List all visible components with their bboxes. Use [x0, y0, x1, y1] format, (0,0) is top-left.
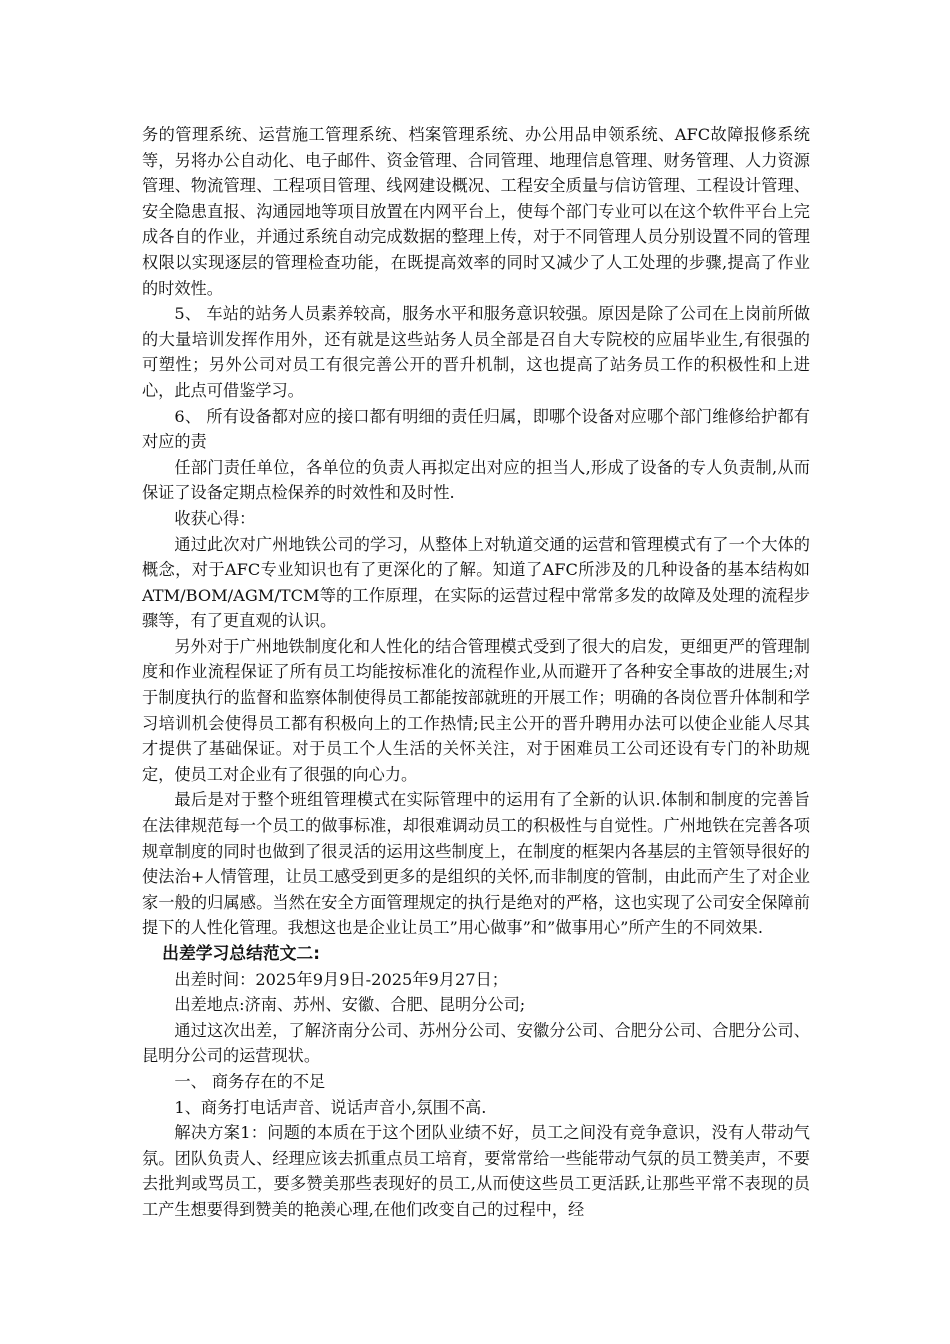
paragraph-trip-summary: 通过这次出差，了解济南分公司、苏州分公司、安徽分公司、合肥分公司、合肥分公司、昆明分公司的运营现状。 [142, 1020, 810, 1066]
trip-time: 出差时间：2025年9月9日-2025年9月27日； [174, 969, 508, 989]
document-body [142, 122, 810, 1223]
section-heading-shortcomings: 一、 商务存在的不足 [174, 1071, 326, 1091]
section-heading-sample-two: 出差学习总结范文二: [162, 943, 320, 963]
trip-location: 出差地点:济南、苏州、安徽、合肥、昆明分公司; [174, 995, 526, 1015]
section-label-harvest: 收获心得： [174, 508, 256, 528]
paragraph-system-list: 务的管理系统、运营施工管理系统、档案管理系统、办公用品申领系统、AFC故障报修系统等，另将办公自动化、电子邮件、资金管理、合同管理、地理信息管理、财务管理、人力资源管理、物流管理、工程项目管理、线网建设概况、工程安全质量与信访管理、工程设计管理、安全隐患直报、沟通园地等项目放置在内网平台上，使每个部门专业可以在这个软件平台上完成各自的作业，并通过系统自动完成数据的整理上传，对于不同管理人员分别设置不同的管理权限以实现逐层的管理检查功能，在既提高效率的同时又减少了人工处理的步骤,提高了作业的时效性。 [142, 125, 810, 298]
list-item-issue-1: 1、商务打电话声音、说话声音小,氛围不高. [174, 1097, 487, 1117]
paragraph-harvest-1: 通过此次对广州地铁公司的学习，从整体上对轨道交通的运营和管理模式有了一个大体的概念，对于AFC专业知识也有了更深化的了解。知道了AFC所涉及的几种设备的基本结构如ATM/BOM/AGM/TCM等的工作原理，在实际的运营过程中常常多发的故障及处理的流程步骤等，有了更直观的认识。 [142, 534, 810, 631]
paragraph-item-6: 6、 所有设备都对应的接口都有明细的责任归属，即哪个设备对应哪个部门维修给护都有对应的责 [142, 406, 810, 452]
paragraph-item-5: 5、 车站的站务人员素养较高，服务水平和服务意识较强。原因是除了公司在上岗前所做的大量培训发挥作用外，还有就是这些站务人员全部是召自大专院校的应届毕业生,有很强的可塑性；另外公司对员工有很完善公开的晋升机制，这也提高了站务员工作的积极性和上进心，此点可借鉴学习。 [142, 304, 810, 400]
paragraph-solution-1: 解决方案1：问题的本质在于这个团队业绩不好，员工之间没有竞争意识，没有人带动气氛。团队负责人、经理应该去抓重点员工培育，要常常给一些能带动气氛的员工赞美声，不要去批判或骂员工，要多赞美那些表现好的员工,从而使这些员工更活跃,让那些平常不表现的员工产生想要得到赞美的艳羡心理,在他们改变自己的过程中，经 [142, 1123, 810, 1219]
paragraph-harvest-3: 最后是对于整个班组管理模式在实际管理中的运用有了全新的认识.体制和制度的完善旨在法律规范每一个员工的做事标准，却很难调动员工的积极性与自觉性。广州地铁在完善各项规章制度的同时也做到了很灵活的运用这些制度上，在制度的框架内各基层的主管领导很好的使法治+人情管理，让员工感受到更多的是组织的关怀,而非制度的管制，由此而产生了对企业家一般的归属感。当然在安全方面管理规定的执行是绝对的严格，这也实现了公司安全保障前提下的人性化管理。我想这也是企业让员工”用心做事”和”做事用心”所产生的不同效果. [142, 790, 810, 938]
paragraph-harvest-2: 另外对于广州地铁制度化和人性化的结合管理模式受到了很大的启发，更细更严的管理制度和作业流程保证了所有员工均能按标准化的流程作业,从而避开了各种安全事故的进展生;对于制度执行的监督和监察体制使得员工都能按部就班的开展工作；明确的各岗位晋升体制和学习培训机会使得员工都有积极向上的工作热情;民主公开的晋升聘用办法可以使企业能人尽其才提供了基础保证。对于员工个人生活的关怀关注，对于困难员工公司还设有专门的补助规定，使员工对企业有了很强的向心力。 [142, 636, 810, 784]
paragraph-item-6-continued: 任部门责任单位，各单位的负责人再拟定出对应的担当人,形成了设备的专人负责制,从而保证了设备定期点检保养的时效性和及时性. [142, 457, 810, 503]
